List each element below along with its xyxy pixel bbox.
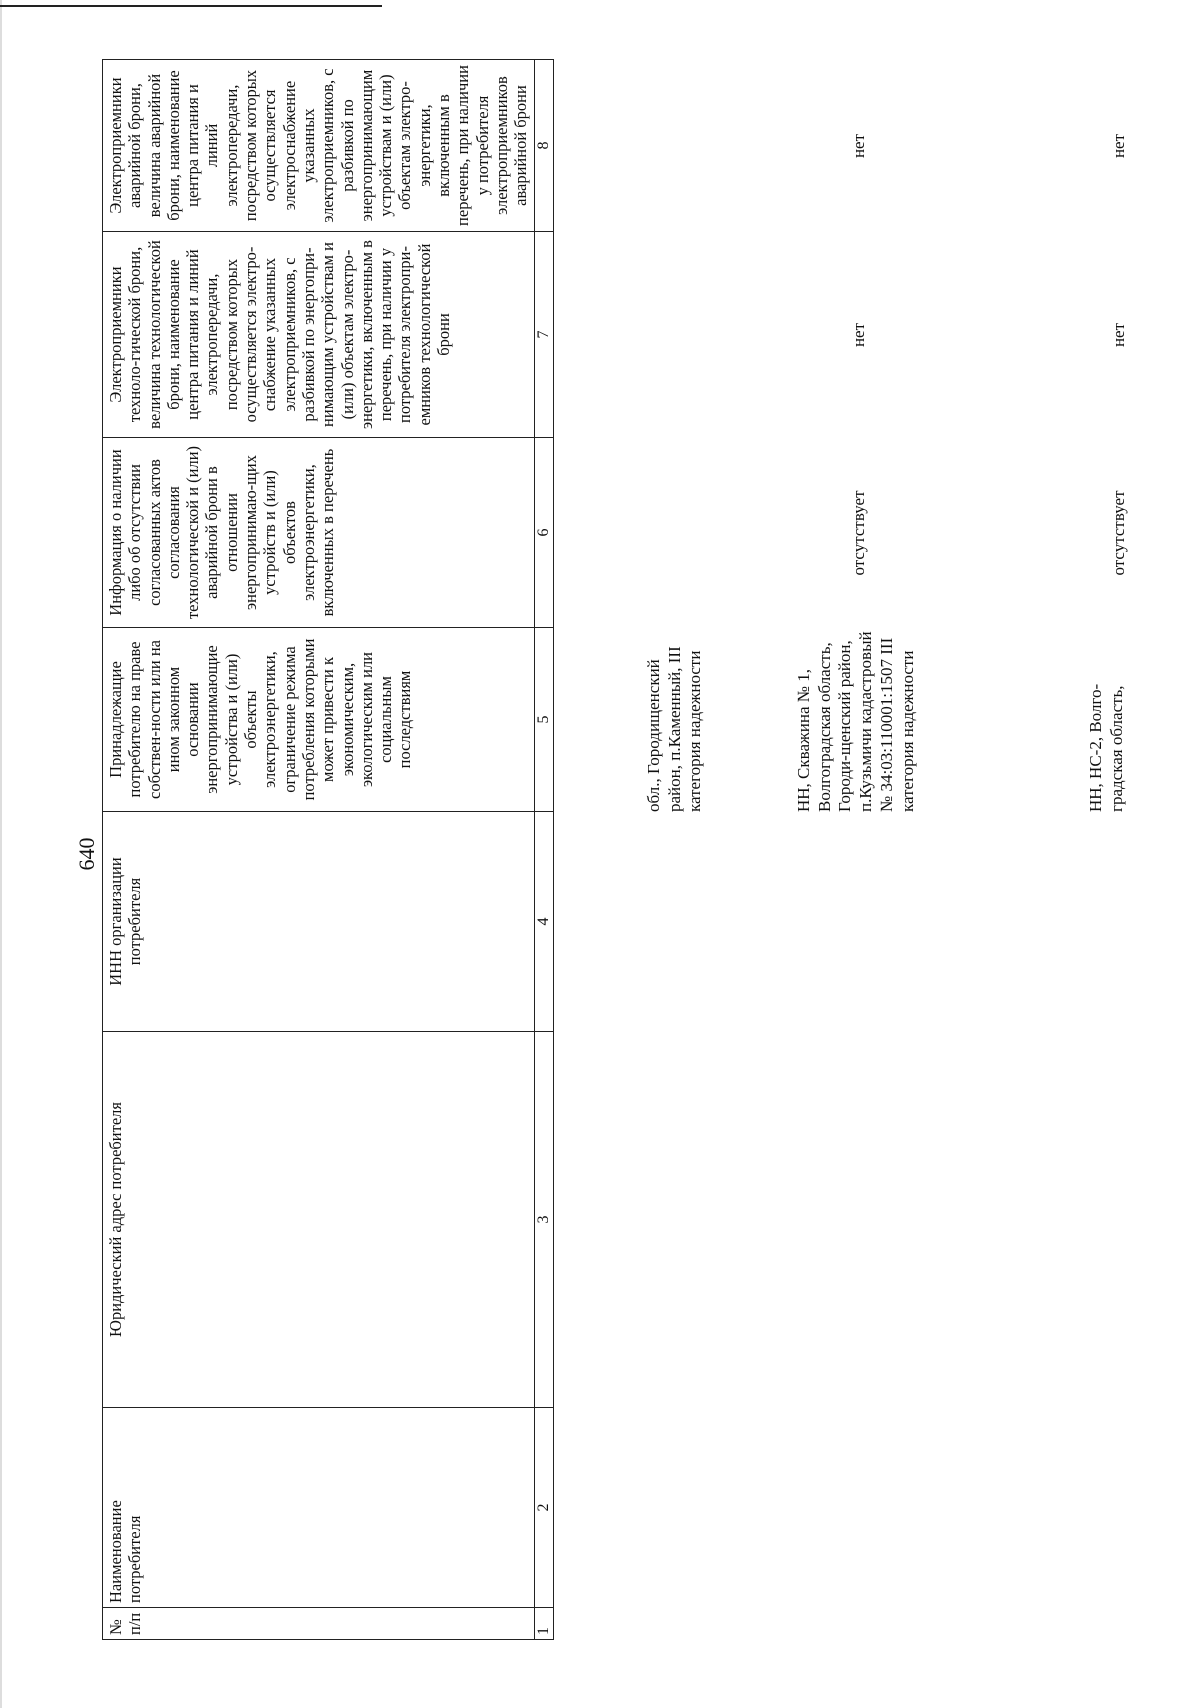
table-row-3-devices: НН, НС-2, Волго-градская область,	[1086, 683, 1126, 812]
table-header-row	[103, 60, 535, 1640]
header-number: № п/п	[103, 1608, 535, 1640]
table-row-3-emergency: нет	[1109, 133, 1128, 159]
column-number: 7	[534, 232, 553, 438]
header-consumer-name: Наименование потребителя	[103, 1408, 535, 1608]
column-number: 6	[534, 438, 553, 628]
table-row-3-tech: нет	[1109, 322, 1128, 348]
header-legal-address: Юридический адрес потребителя	[103, 1032, 535, 1408]
column-number: 2	[534, 1408, 553, 1608]
header-tech-reserve: Электроприемники техноло-гической брони, величина технологической брони, наименование центра питания и линий электропередачи, посредством которых осуществляется электро-снабжение указанных электроприемников, с разбивкой по энергопри-нимающим устройствам и (или) объектам электро-энергетики, включенным в перечень, при наличии у потребителя электропри-емников технологической брони	[103, 232, 535, 438]
column-number-row	[534, 60, 553, 1640]
header-inn: ИНН организации потребителя	[103, 812, 535, 1032]
table-row-1-devices: обл., Городищенский район, п.Каменный, III категория надежности	[644, 646, 705, 812]
table-body	[644, 60, 1144, 1640]
page-number: 640	[74, 837, 99, 871]
table-row-2-devices: НН, Скважина № 1, Волгоградская область, Городи-щенский район, п.Кузьмичи кадастровый № 34:03:110001:1507 III категория надежности	[794, 631, 917, 812]
consumer-table	[102, 59, 554, 1640]
header-acts-info: Информация о наличии либо об отсутствии согласованных актов согласования технологической и (или) аварийной брони в отношении энергопринимаю-щих устройств и (или) объектов электроэнергетики, включенных в перечень	[103, 438, 535, 628]
column-number: 5	[534, 628, 553, 812]
table-row-2-acts: отсутствует	[849, 490, 868, 576]
column-number: 8	[534, 60, 553, 232]
table-row-2-emergency: нет	[849, 133, 868, 159]
header-emergency-reserve: Электроприемники аварийной брони, величина аварийной брони, наименование центра питания и линий электропередачи, посредством которых осуществляется электроснабжение указанных электроприемников, с разбивкой по энергопринимающим устройствам и (или) объектам электро-энергетики, включенным в перечень, при наличии у потребителя электроприемников аварийной брони	[103, 60, 535, 232]
column-number: 3	[534, 1032, 553, 1408]
column-number: 4	[534, 812, 553, 1032]
table-row-2-tech: нет	[849, 322, 868, 348]
column-number: 1	[534, 1608, 553, 1640]
header-devices: Принадлежащие потребителю на праве собствен-ности или на ином законном основании энергопринимающие устройства и (или) объекты электроэнергетики, ограничение режима потребления которыми может привести к экономическим, экологическим или социальным последствиям	[103, 628, 535, 812]
table-row-3-acts: отсутствует	[1109, 490, 1128, 576]
